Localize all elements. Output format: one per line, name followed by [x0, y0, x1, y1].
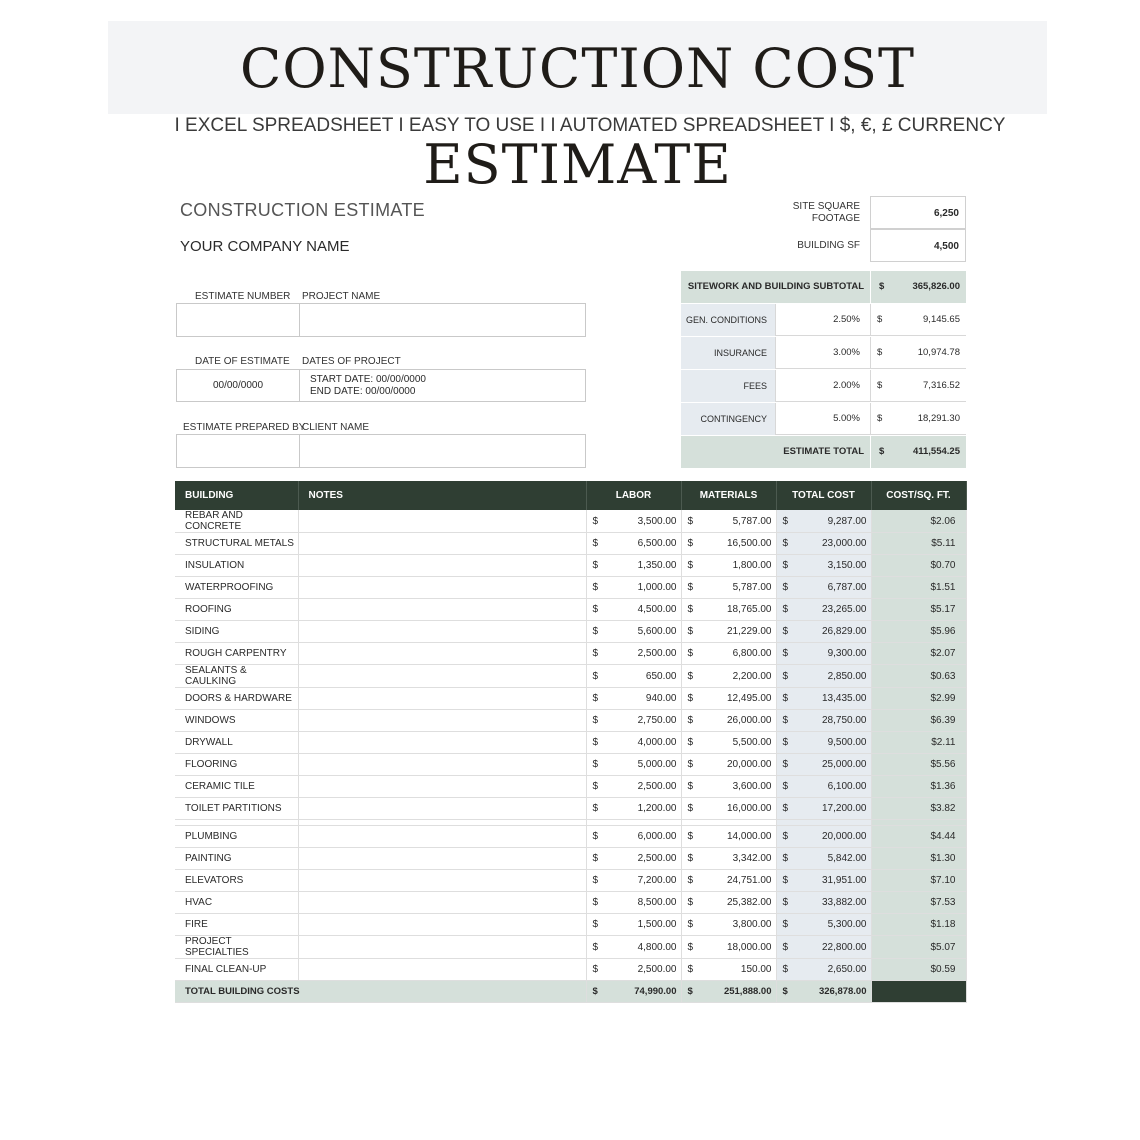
table-row: HVAC $ 8,500.00 $ 25,382.00 $ 33,882.00 $7.53 [175, 892, 966, 914]
cost-sqft-cell: $5.96 [871, 621, 966, 643]
col-building: BUILDING [175, 481, 298, 510]
building-item: ELEVATORS [175, 870, 298, 892]
cost-sqft-cell: $4.44 [871, 826, 966, 848]
cost-sqft-cell: $2.11 [871, 732, 966, 754]
estimate-total-row [681, 436, 966, 469]
summary-pct[interactable]: 5.00% [775, 403, 870, 435]
cost-sqft-cell: $0.70 [871, 555, 966, 577]
table-row: ROUGH CARPENTRY $ 2,500.00 $ 6,800.00 $ 9,300.00 $2.07 [175, 643, 966, 665]
summary-amount-cell: $ 18,291.30 [870, 403, 966, 435]
building-item: WATERPROOFING [175, 577, 298, 599]
notes-cell[interactable] [298, 798, 586, 820]
table-row: WINDOWS $ 2,750.00 $ 26,000.00 $ 28,750.00 $6.39 [175, 710, 966, 732]
summary-amount-cell: $ 9,145.65 [870, 304, 966, 336]
cost-sqft-cell: $2.99 [871, 688, 966, 710]
total-building-costs-row: TOTAL BUILDING COSTS $ 74,990.00 $ 251,888.00 $ 326,878.00 [175, 981, 966, 1003]
cost-sqft-cell: $3.82 [871, 798, 966, 820]
cost-sqft-cell: $5.17 [871, 599, 966, 621]
dates-box [176, 369, 586, 402]
notes-cell[interactable] [298, 621, 586, 643]
col-cost-sqft: COST/SQ. FT. [871, 481, 966, 510]
building-item: DOORS & HARDWARE [175, 688, 298, 710]
notes-cell[interactable] [298, 688, 586, 710]
col-total-cost: TOTAL COST [776, 481, 871, 510]
notes-cell[interactable] [298, 555, 586, 577]
summary-pct[interactable]: 2.50% [775, 304, 870, 336]
summary-amount: 10,974.78 [917, 347, 960, 358]
notes-cell[interactable] [298, 959, 586, 981]
building-item: INSULATION [175, 555, 298, 577]
summary-label: CONTINGENCY [681, 403, 775, 435]
notes-cell[interactable] [298, 892, 586, 914]
summary-amount: 7,316.52 [923, 380, 960, 391]
dates-of-project-field[interactable] [300, 370, 585, 401]
table-row: INSULATION $ 1,350.00 $ 1,800.00 $ 3,150.00 $0.70 [175, 555, 966, 577]
banner-title: CONSTRUCTION COST ESTIMATE [240, 37, 915, 196]
date-of-estimate-field[interactable]: 00/00/0000 [177, 370, 300, 401]
table-header [175, 481, 966, 510]
table-row: ROOFING $ 4,500.00 $ 18,765.00 $ 23,265.00 $5.17 [175, 599, 966, 621]
col-materials: MATERIALS [681, 481, 776, 510]
notes-cell[interactable] [298, 577, 586, 599]
notes-cell[interactable] [298, 710, 586, 732]
cost-sqft-cell: $1.18 [871, 914, 966, 936]
summary-row [681, 403, 966, 436]
building-item: SIDING [175, 621, 298, 643]
notes-cell[interactable] [298, 533, 586, 555]
summary-block [681, 271, 966, 469]
client-name-label: CLIENT NAME [302, 422, 370, 433]
notes-cell[interactable] [298, 914, 586, 936]
subtotal-value-cell: $ 365,826.00 [870, 271, 966, 303]
summary-row [681, 370, 966, 403]
table-row: TOILET PARTITIONS $ 1,200.00 $ 16,000.00 $ 17,200.00 $3.82 [175, 798, 966, 820]
table-row: CERAMIC TILE $ 2,500.00 $ 3,600.00 $ 6,100.00 $1.36 [175, 776, 966, 798]
building-item: ROUGH CARPENTRY [175, 643, 298, 665]
document-title: CONSTRUCTION ESTIMATE [180, 200, 425, 220]
table-row: DOORS & HARDWARE $ 940.00 $ 12,495.00 $ 13,435.00 $2.99 [175, 688, 966, 710]
table-row: SIDING $ 5,600.00 $ 21,229.00 $ 26,829.00 $5.96 [175, 621, 966, 643]
cost-sqft-cell: $6.39 [871, 710, 966, 732]
notes-cell[interactable] [298, 732, 586, 754]
col-notes: NOTES [298, 481, 586, 510]
building-item: FINAL CLEAN-UP [175, 959, 298, 981]
cost-sqft-cell: $0.63 [871, 665, 966, 688]
table-row: ELEVATORS $ 7,200.00 $ 24,751.00 $ 31,951.00 $7.10 [175, 870, 966, 892]
col-labor: LABOR [586, 481, 681, 510]
summary-row [681, 304, 966, 337]
estimate-total-value: 411,554.25 [912, 446, 960, 457]
start-date: START DATE: 00/00/0000 [310, 374, 426, 385]
summary-label: GEN. CONDITIONS [681, 304, 775, 336]
cost-sqft-cell: $5.56 [871, 754, 966, 776]
table-row: FINAL CLEAN-UP $ 2,500.00 $ 150.00 $ 2,650.00 $0.59 [175, 959, 966, 981]
site-sf-value[interactable]: 6,250 [870, 196, 966, 229]
building-item: TOILET PARTITIONS [175, 798, 298, 820]
subtotal-row [681, 271, 966, 304]
building-item: HVAC [175, 892, 298, 914]
summary-row [681, 337, 966, 370]
table-row: WATERPROOFING $ 1,000.00 $ 5,787.00 $ 6,787.00 $1.51 [175, 577, 966, 599]
estimate-number-field[interactable] [177, 304, 300, 336]
subtotal-label: SITEWORK AND BUILDING SUBTOTAL [681, 271, 870, 303]
building-item: REBAR AND CONCRETE [175, 510, 298, 533]
summary-label: FEES [681, 370, 775, 402]
cost-sqft-cell: $1.30 [871, 848, 966, 870]
prepared-by-label: ESTIMATE PREPARED BY [183, 422, 306, 433]
cost-sqft-cell: $7.10 [871, 870, 966, 892]
building-item: PAINTING [175, 848, 298, 870]
notes-cell[interactable] [298, 936, 586, 959]
table-row: SEALANTS & CAULKING $ 650.00 $ 2,200.00 $ 2,850.00 $0.63 [175, 665, 966, 688]
end-date: END DATE: 00/00/0000 [310, 386, 416, 397]
summary-pct[interactable]: 2.00% [775, 370, 870, 402]
project-name-label: PROJECT NAME [302, 291, 381, 302]
building-item: DRYWALL [175, 732, 298, 754]
date-of-estimate-label: DATE OF ESTIMATE [195, 356, 290, 367]
cost-sqft-cell: $7.53 [871, 892, 966, 914]
cost-sqft-cell: $1.36 [871, 776, 966, 798]
total-cost-sqft-blank [871, 981, 966, 1003]
building-item: PLUMBING [175, 826, 298, 848]
cost-sqft-cell: $0.59 [871, 959, 966, 981]
table-row: REBAR AND CONCRETE $ 3,500.00 $ 5,787.00 $ 9,287.00 $2.06 [175, 510, 966, 533]
table-row: PROJECT SPECIALTIES $ 4,800.00 $ 18,000.00 $ 22,800.00 $5.07 [175, 936, 966, 959]
summary-amount-cell: $ 10,974.78 [870, 337, 966, 369]
summary-amount: 9,145.65 [923, 314, 960, 325]
summary-pct[interactable]: 3.00% [775, 337, 870, 369]
prepared-client-box [176, 434, 586, 468]
company-name: YOUR COMPANY NAME [180, 238, 350, 255]
cost-sqft-cell: $2.06 [871, 510, 966, 533]
notes-cell[interactable] [298, 643, 586, 665]
cost-sqft-cell: $1.51 [871, 577, 966, 599]
estimate-total-label: ESTIMATE TOTAL [681, 436, 870, 468]
estimate-project-box [176, 303, 586, 337]
building-item: PROJECT SPECIALTIES [175, 936, 298, 959]
table-row: PLUMBING $ 6,000.00 $ 14,000.00 $ 20,000.00 $4.44 [175, 826, 966, 848]
notes-cell[interactable] [298, 870, 586, 892]
notes-cell[interactable] [298, 754, 586, 776]
table-row: PAINTING $ 2,500.00 $ 3,342.00 $ 5,842.00 $1.30 [175, 848, 966, 870]
notes-cell[interactable] [298, 599, 586, 621]
building-item: FIRE [175, 914, 298, 936]
building-item: WINDOWS [175, 710, 298, 732]
banner-tagline: I EXCEL SPREADSHEET I EASY TO USE I I AUTOMATED SPREADSHEET I $, €, £ CURRENCY [174, 115, 1006, 136]
client-name-field[interactable] [300, 435, 585, 467]
building-item: CERAMIC TILE [175, 776, 298, 798]
table-row: FLOORING $ 5,000.00 $ 20,000.00 $ 25,000.00 $5.56 [175, 754, 966, 776]
building-sf-label: BUILDING SF [797, 240, 860, 251]
total-label: TOTAL BUILDING COSTS [175, 981, 586, 1003]
notes-cell[interactable] [298, 826, 586, 848]
building-item: ROOFING [175, 599, 298, 621]
table-row: DRYWALL $ 4,000.00 $ 5,500.00 $ 9,500.00 $2.11 [175, 732, 966, 754]
estimate-number-label: ESTIMATE NUMBER [195, 291, 291, 302]
summary-label: INSURANCE [681, 337, 775, 369]
project-name-field[interactable] [300, 304, 585, 336]
building-costs-table [175, 481, 967, 1003]
notes-cell[interactable] [298, 848, 586, 870]
table-row: FIRE $ 1,500.00 $ 3,800.00 $ 5,300.00 $1.18 [175, 914, 966, 936]
notes-cell[interactable] [298, 665, 586, 688]
notes-cell[interactable] [298, 776, 586, 798]
building-sf-value[interactable]: 4,500 [870, 229, 966, 262]
summary-amount: 18,291.30 [917, 413, 960, 424]
summary-amount-cell: $ 7,316.52 [870, 370, 966, 402]
estimate-total-cell: $ 411,554.25 [870, 436, 966, 468]
cost-sqft-cell: $5.11 [871, 533, 966, 555]
table-row: STRUCTURAL METALS $ 6,500.00 $ 16,500.00 $ 23,000.00 $5.11 [175, 533, 966, 555]
site-sf-label: SITE SQUARE FOOTAGE [792, 201, 860, 224]
subtotal-value: 365,826.00 [912, 281, 960, 292]
notes-cell[interactable] [298, 510, 586, 533]
building-item: SEALANTS & CAULKING [175, 665, 298, 688]
building-item: FLOORING [175, 754, 298, 776]
building-item: STRUCTURAL METALS [175, 533, 298, 555]
cost-sqft-cell: $5.07 [871, 936, 966, 959]
prepared-by-field[interactable] [177, 435, 300, 467]
cost-sqft-cell: $2.07 [871, 643, 966, 665]
dates-of-project-label: DATES OF PROJECT [302, 356, 401, 367]
